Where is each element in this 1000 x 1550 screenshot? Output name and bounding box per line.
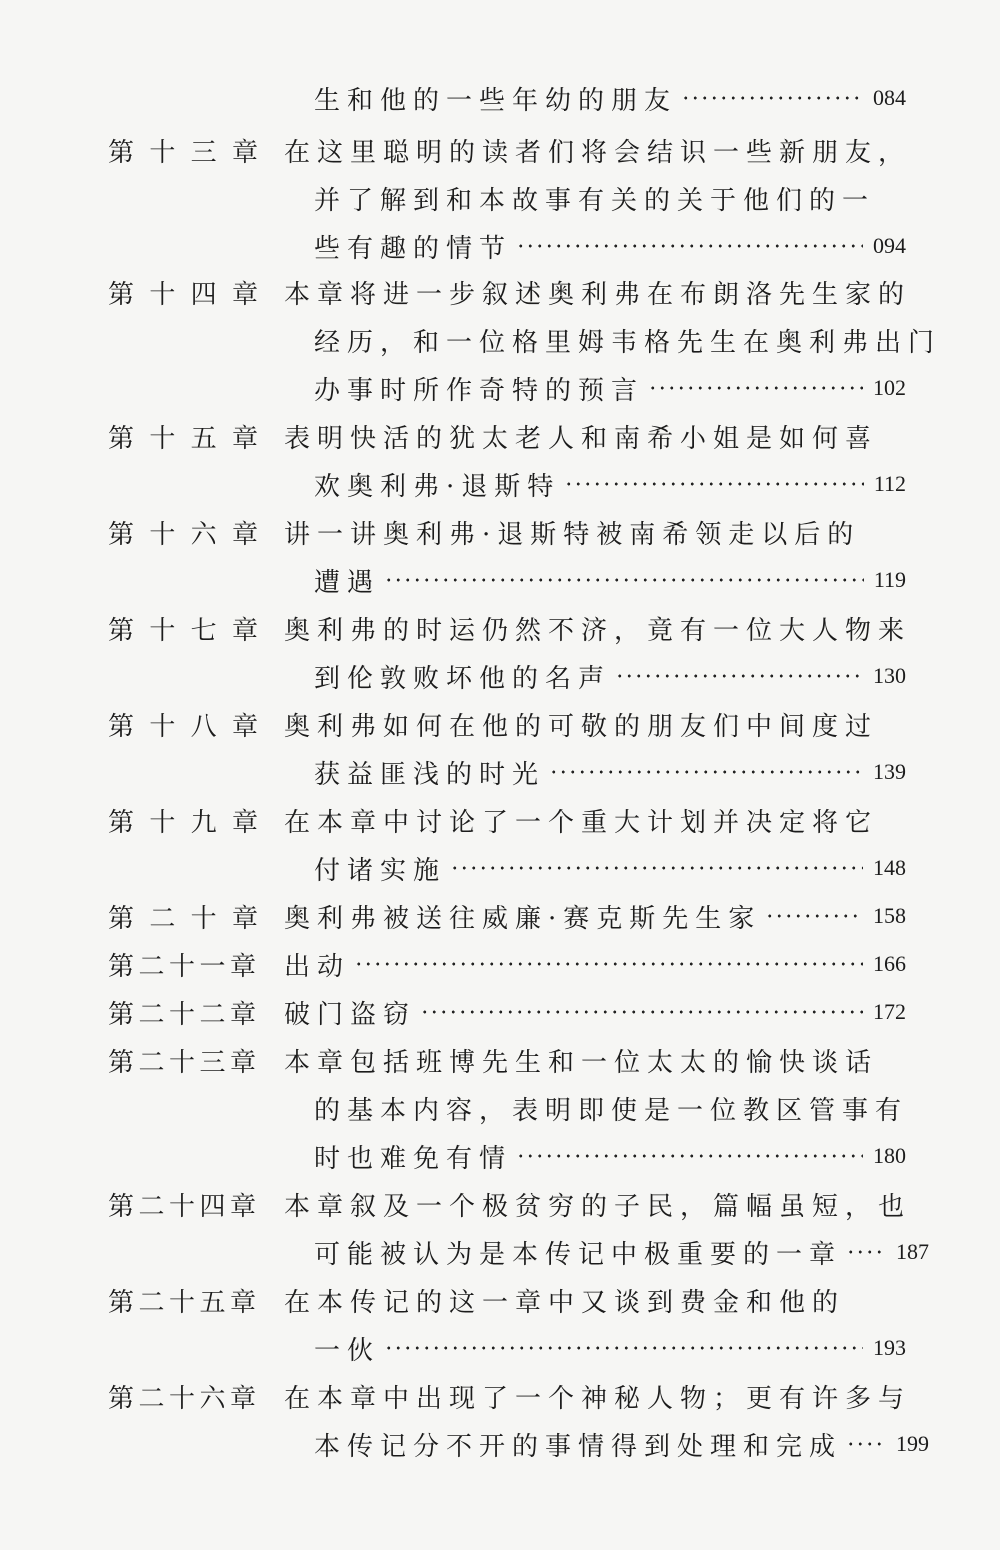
chapter-label-char: 章 [229,951,256,982]
chapter-label-char: 十 [168,1383,195,1414]
chapter-label-char: 六 [199,1383,226,1414]
toc-line-text: 讲一讲奥利弗·退斯特被南希领走以后的 [284,519,861,550]
dot-leader [765,914,863,918]
toc-line [284,800,878,840]
toc-line-text: 付诸实施 [314,855,447,886]
toc-line-text: 奥利弗如何在他的可敬的朋友们中间度过 [284,711,879,742]
chapter-label [108,416,258,456]
dot-leader [420,1010,863,1014]
chapter-label-char: 第 [108,423,135,454]
chapter-label-char: 章 [229,1191,256,1222]
chapter-label-char: 四 [199,1191,226,1222]
toc-line [284,704,878,744]
toc-line-text: 奥利弗的时运仍然不济，竟有一位大人物来 [284,615,912,646]
toc-line-final [284,944,906,984]
chapter-label-char: 三 [199,1047,226,1078]
toc-line [314,1088,908,1128]
chapter-label [108,512,258,552]
chapter-label-char: 十 [149,711,176,742]
dot-leader [516,1154,863,1158]
toc-line-text: 生和他的一些年幼的朋友 [314,85,678,116]
chapter-label-char: 第 [108,1191,135,1222]
dot-leader [615,674,863,678]
toc-line [314,320,941,360]
toc-line-text: 获益匪浅的时光 [314,759,546,790]
chapter-label-char: 十 [149,807,176,838]
page-number: 193 [873,1335,906,1360]
page-number: 084 [873,85,906,110]
toc-line-text: 奥利弗被送往威廉·赛克斯先生家 [284,903,762,934]
chapter-label-char: 九 [190,807,217,838]
chapter-label-char: 章 [229,1287,256,1318]
chapter-label-char: 三 [190,137,217,168]
chapter-label-char: 二 [138,1047,165,1078]
toc-line [284,1184,911,1224]
dot-leader [450,866,863,870]
toc-line-text: 在这里聪明的读者们将会结识一些新朋友， [284,137,912,168]
toc-line-text: 在本传记的这一章中又谈到费金和他的 [284,1287,846,1318]
chapter-label-char: 章 [231,615,258,646]
page-number: 187 [896,1239,930,1264]
page-number: 119 [873,567,906,592]
toc-line [284,272,911,312]
chapter-label-char: 第 [108,279,135,310]
chapter-label [108,1184,256,1224]
dot-leader [564,482,864,486]
chapter-label [108,1280,256,1320]
dot-leader [384,1346,863,1350]
toc-line-final [314,848,906,888]
chapter-label-char: 二 [149,903,176,934]
chapter-label [108,608,258,648]
page-number: 094 [873,233,906,258]
chapter-label-char: 十 [149,279,176,310]
chapter-label-char: 五 [199,1287,226,1318]
toc-line [284,1280,845,1320]
chapter-label-char: 六 [190,519,217,550]
page-number: 172 [873,999,906,1024]
chapter-label-char: 第 [108,1383,135,1414]
toc-line-final [314,656,906,696]
page-number: 102 [873,375,906,400]
toc-line-text: 的基本内容，表明即使是一位教区管事有 [314,1095,909,1126]
toc-line-text: 本传记分不开的事情得到处理和完成 [314,1431,843,1462]
toc-line-final [314,78,906,118]
dot-leader [681,96,863,100]
chapter-label-char: 第 [108,519,135,550]
chapter-label-char: 第 [108,615,135,646]
chapter-label-char: 章 [229,1383,256,1414]
chapter-label-char: 第 [108,711,135,742]
chapter-label [108,704,258,744]
chapter-label [108,896,258,936]
toc-line [284,608,911,648]
chapter-label-char: 二 [138,1287,165,1318]
chapter-label-char: 第 [108,951,135,982]
chapter-label-char: 二 [138,1383,165,1414]
toc-line-text: 并了解到和本故事有关的关于他们的一 [314,185,876,216]
toc-line-text: 本章包括班博先生和一位太太的愉快谈话 [284,1047,879,1078]
chapter-label-char: 章 [229,1047,256,1078]
chapter-label-char: 章 [231,519,258,550]
toc-line [284,416,878,456]
chapter-label-char: 第 [108,1287,135,1318]
dot-leader [549,770,863,774]
page-number: 199 [896,1431,930,1456]
toc-line-final [314,1328,906,1368]
chapter-label-char: 第 [108,903,135,934]
chapter-label-char: 十 [168,1191,195,1222]
page-number: 130 [873,663,906,688]
toc-line-text: 在本章中出现了一个神秘人物；更有许多与 [284,1383,912,1414]
toc-line-text: 遭遇 [314,567,381,598]
toc-line-text: 本章将进一步叙述奥利弗在布朗洛先生家的 [284,279,912,310]
dot-leader [846,1442,886,1446]
toc-line-text: 办事时所作奇特的预言 [314,375,645,406]
chapter-label-char: 七 [190,615,217,646]
toc-line-final [314,1232,930,1272]
dot-leader [846,1250,886,1254]
page-number: 158 [873,903,906,928]
chapter-label-char: 章 [231,279,258,310]
toc-line-final [314,752,906,792]
chapter-label-char: 十 [149,615,176,646]
dot-leader [516,244,863,248]
chapter-label-char: 十 [149,137,176,168]
chapter-label-char: 章 [231,807,258,838]
chapter-label-char: 章 [231,711,258,742]
toc-line-text: 在本章中讨论了一个重大计划并决定将它 [284,807,879,838]
page-number: 139 [873,759,906,784]
toc-line [314,178,875,218]
chapter-label-char: 二 [138,951,165,982]
toc-line-text: 出动 [284,951,351,982]
toc-line-text: 破门盗窃 [284,999,417,1030]
chapter-label-char: 二 [138,1191,165,1222]
chapter-label-char: 十 [168,951,195,982]
toc-line-final [284,992,906,1032]
toc-line-text: 一伙 [314,1335,381,1366]
chapter-label-char: 二 [199,999,226,1030]
chapter-label-char: 一 [199,951,226,982]
chapter-label-char: 章 [231,903,258,934]
toc-line-text: 经历，和一位格里姆韦格先生在奥利弗出门 [314,327,942,358]
chapter-label [108,944,256,984]
toc-line-final [314,560,906,600]
chapter-label [108,1376,256,1416]
chapter-label [108,130,258,170]
chapter-label-char: 五 [190,423,217,454]
toc-line-text: 时也难免有情 [314,1143,513,1174]
toc-line [284,1376,911,1416]
chapter-label-char: 二 [138,999,165,1030]
toc-line-text: 到伦敦败坏他的名声 [314,663,612,694]
toc-line-final [314,1424,930,1464]
chapter-label-char: 章 [231,423,258,454]
toc-line-text: 可能被认为是本传记中极重要的一章 [314,1239,843,1270]
toc-line-final [314,226,906,266]
chapter-label-char: 十 [168,1287,195,1318]
toc-line-text: 本章叙及一个极贫穷的子民，篇幅虽短，也 [284,1191,912,1222]
toc-line-text: 欢奥利弗·退斯特 [314,471,561,502]
page-number: 180 [873,1143,906,1168]
page-number: 148 [873,855,906,880]
chapter-label-char: 第 [108,137,135,168]
chapter-label-char: 四 [190,279,217,310]
page-number: 166 [873,951,906,976]
chapter-label [108,272,258,312]
toc-line-final [314,1136,906,1176]
chapter-label-char: 章 [231,137,258,168]
chapter-label-char: 十 [149,423,176,454]
chapter-label-char: 十 [190,903,217,934]
toc-line-final [284,896,906,936]
toc-line [284,512,860,552]
chapter-label-char: 章 [229,999,256,1030]
toc-line [284,130,911,170]
toc-line-text: 表明快活的犹太老人和南希小姐是如何喜 [284,423,879,454]
page-number: 112 [873,471,906,496]
chapter-label-char: 十 [168,1047,195,1078]
chapter-label-char: 十 [168,999,195,1030]
chapter-label-char: 八 [190,711,217,742]
chapter-label-char: 第 [108,807,135,838]
chapter-label [108,992,256,1032]
dot-leader [648,386,863,390]
toc-line-final [314,464,906,504]
toc-line [284,1040,878,1080]
toc-line-text: 些有趣的情节 [314,233,513,264]
chapter-label [108,1040,256,1080]
dot-leader [354,962,863,966]
chapter-label [108,800,258,840]
chapter-label-char: 第 [108,1047,135,1078]
chapter-label-char: 十 [149,519,176,550]
dot-leader [384,578,864,582]
toc-line-final [314,368,906,408]
chapter-label-char: 第 [108,999,135,1030]
